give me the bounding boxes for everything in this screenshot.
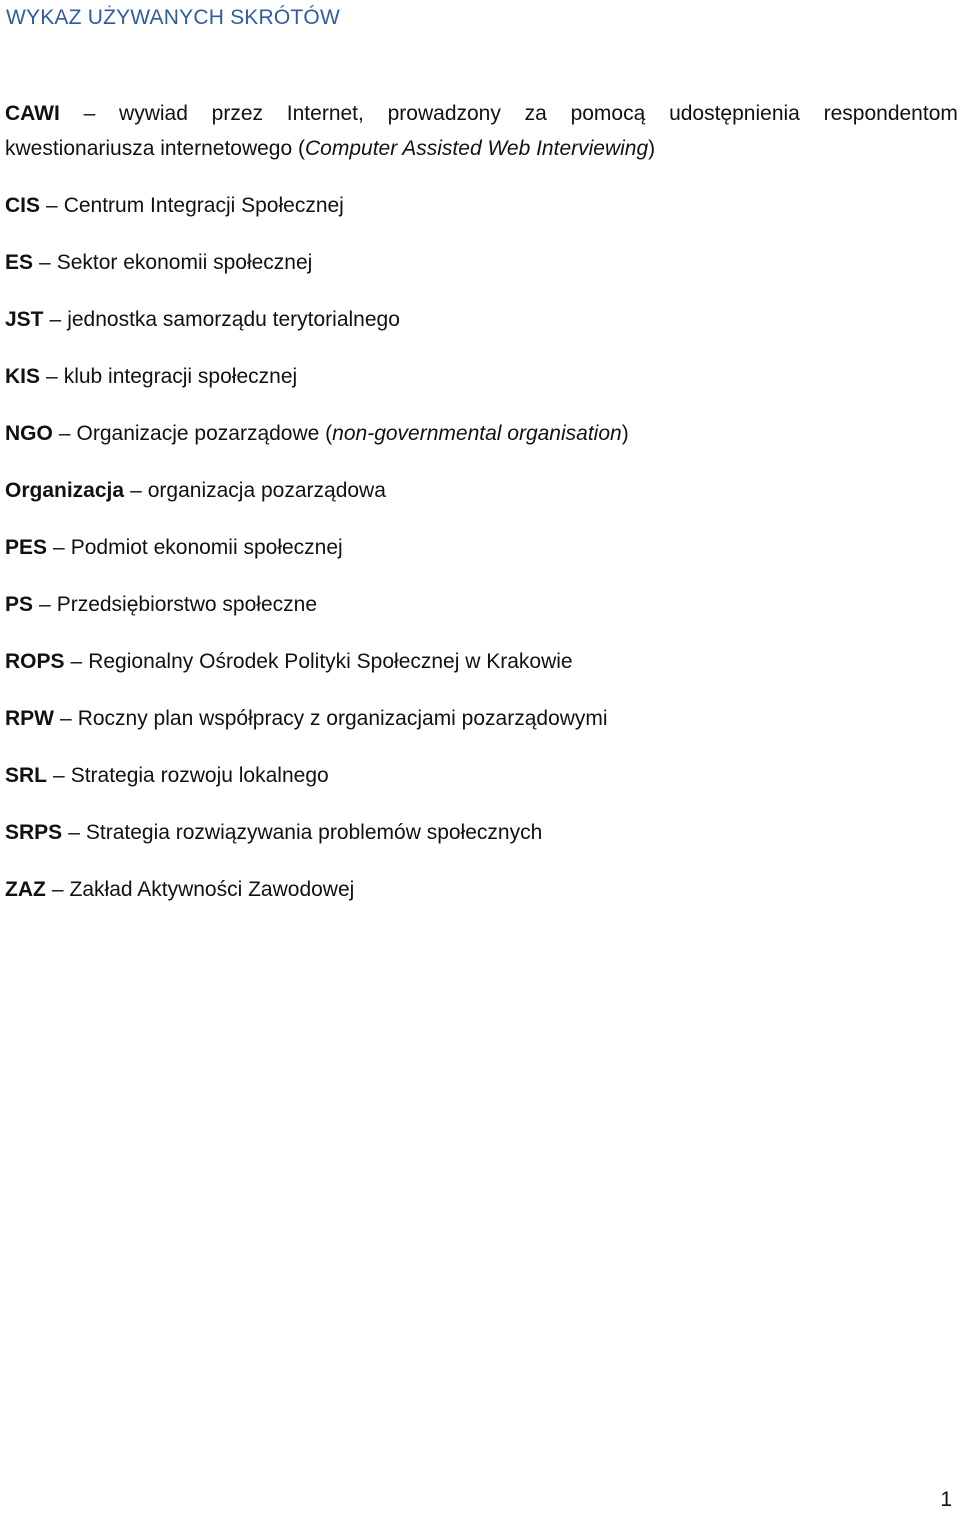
dash: – bbox=[39, 251, 51, 274]
dash: – bbox=[46, 194, 58, 217]
word: za bbox=[524, 102, 547, 125]
abbreviation: ZAZ bbox=[5, 878, 46, 901]
list-item-ps bbox=[5, 587, 960, 622]
dash: – bbox=[130, 479, 142, 502]
definition-text: Organizacje pozarządowe ( bbox=[76, 422, 333, 445]
word: Internet, bbox=[286, 102, 364, 125]
definition-text: kwestionariusza internetowego ( bbox=[5, 137, 305, 160]
dash: – bbox=[83, 102, 96, 125]
word: wywiad bbox=[119, 102, 188, 125]
list-item-es bbox=[5, 245, 960, 280]
definition-text: Strategia rozwiązywania problemów społecznych bbox=[85, 821, 543, 844]
abbreviation: CIS bbox=[5, 194, 41, 217]
abbreviation: ES bbox=[5, 251, 34, 274]
definition-text: Strategia rozwoju lokalnego bbox=[70, 764, 329, 787]
abbreviation: SRL bbox=[5, 764, 47, 787]
definition-text: Regionalny Ośrodek Polityki Społecznej w Krakowie bbox=[88, 650, 573, 673]
page-number: 1 bbox=[940, 1488, 952, 1511]
list-item-pes bbox=[5, 530, 960, 565]
list-item-jst bbox=[5, 302, 960, 337]
abbreviation: SRPS bbox=[5, 821, 63, 844]
word: respondentom bbox=[823, 102, 958, 125]
dash: – bbox=[70, 650, 83, 673]
list-item-cawi bbox=[5, 96, 960, 166]
definition-text: Roczny plan współpracy z organizacjami pozarządowymi bbox=[77, 707, 608, 730]
abbreviation: CAWI bbox=[5, 102, 60, 125]
list-item-rpw bbox=[5, 701, 960, 736]
page-title: WYKAZ UŻYWANYCH SKRÓTÓW bbox=[6, 6, 340, 29]
definition-text: Podmiot ekonomii społecznej bbox=[70, 536, 343, 559]
definition-text: klub integracji społecznej bbox=[63, 365, 298, 388]
definition-italic: non-governmental organisation bbox=[332, 422, 622, 445]
abbreviation: PS bbox=[5, 593, 34, 616]
definition-text: Sektor ekonomii społecznej bbox=[56, 251, 313, 274]
definition-text: organizacja pozarządowa bbox=[147, 479, 386, 502]
dash: – bbox=[60, 707, 72, 730]
definition-text: Przedsiębiorstwo społeczne bbox=[56, 593, 317, 616]
list-item-srps bbox=[5, 815, 960, 850]
dash: – bbox=[51, 878, 64, 901]
word: prowadzony bbox=[387, 102, 501, 125]
abbreviation: ROPS bbox=[5, 650, 65, 673]
definition-italic: Computer Assisted Web Interviewing bbox=[305, 137, 649, 160]
dash: – bbox=[49, 308, 62, 331]
list-item-zaz bbox=[5, 872, 960, 907]
list-item-ngo bbox=[5, 416, 960, 451]
abbreviation: PES bbox=[5, 536, 48, 559]
word: pomocą bbox=[570, 102, 646, 125]
dash: – bbox=[58, 422, 71, 445]
abbreviation-list bbox=[5, 96, 960, 929]
definition-text: jednostka samorządu terytorialnego bbox=[67, 308, 400, 331]
abbreviation: RPW bbox=[5, 707, 54, 730]
dash: – bbox=[53, 536, 65, 559]
list-item-kis bbox=[5, 359, 960, 394]
definition-suffix: ) bbox=[621, 422, 629, 445]
definition-text: Zakład Aktywności Zawodowej bbox=[69, 878, 355, 901]
list-item-srl bbox=[5, 758, 960, 793]
definition-text: Centrum Integracji Społecznej bbox=[63, 194, 344, 217]
abbreviation: Organizacja bbox=[5, 479, 125, 502]
list-item-cis bbox=[5, 188, 960, 223]
list-item-organizacja bbox=[5, 473, 960, 508]
list-item-rops bbox=[5, 644, 960, 679]
word: przez bbox=[211, 102, 264, 125]
abbreviation: JST bbox=[5, 308, 44, 331]
dash: – bbox=[68, 821, 80, 844]
abbreviation: NGO bbox=[5, 422, 53, 445]
dash: – bbox=[39, 593, 51, 616]
cawi-first-line bbox=[5, 96, 958, 131]
cawi-second-line bbox=[5, 131, 960, 166]
definition-suffix: ) bbox=[648, 137, 656, 160]
word: udostępnienia bbox=[669, 102, 800, 125]
abbreviation: KIS bbox=[5, 365, 41, 388]
dash: – bbox=[53, 764, 65, 787]
dash: – bbox=[46, 365, 58, 388]
